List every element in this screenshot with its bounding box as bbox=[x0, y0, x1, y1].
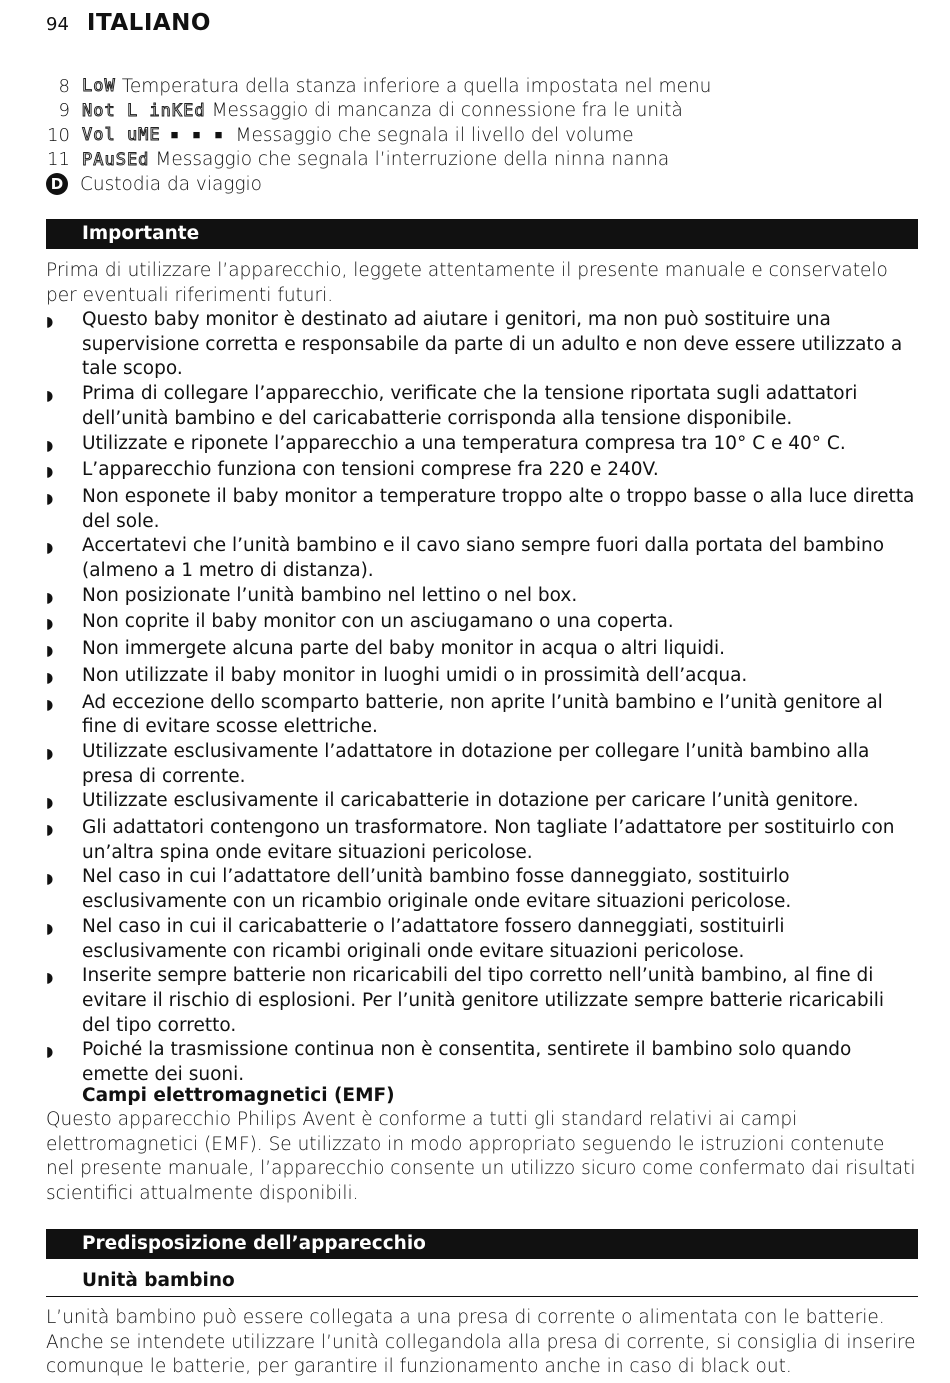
legend-text: Messaggio di mancanza di connessione fra le unità bbox=[211, 100, 683, 122]
lcd-text: LoW bbox=[82, 76, 116, 97]
bullet-item bbox=[46, 664, 918, 691]
bullet-marker-icon: ◗ bbox=[46, 920, 54, 937]
subsection-heading: Unità bambino bbox=[82, 1270, 235, 1291]
bullet-marker-icon: ◗ bbox=[46, 388, 54, 405]
bullet-item bbox=[46, 584, 918, 611]
bullet-text: Ad eccezione dello scomparto batterie, non aprite l’unità bambino e l’unità genitore al fine di evitare scosse elettriche. bbox=[82, 691, 883, 738]
page-number: 94 bbox=[46, 14, 69, 35]
bullet-text: Non posizionate l’unità bambino nel lettino o nel box. bbox=[82, 584, 578, 606]
bullet-text: Utilizzate esclusivamente l’adattatore in dotazione per collegare l’unità bambino alla presa di corrente. bbox=[82, 740, 870, 787]
bullet-marker-icon: ◗ bbox=[46, 589, 54, 606]
bullet-item bbox=[46, 485, 918, 534]
lcd-text: Vol uME bbox=[82, 125, 161, 146]
bullet-marker-icon: ◗ bbox=[46, 822, 54, 839]
bullet-item bbox=[46, 308, 918, 382]
legend-item bbox=[46, 148, 916, 173]
legend-item bbox=[46, 172, 916, 197]
legend-number: 10 bbox=[47, 124, 70, 146]
bullet-text: Nel caso in cui l’adattatore dell’unità bambino fosse danneggiato, sostituirlo esclusivamente con un ricambio originale onde evitare situazioni pericolose. bbox=[82, 866, 792, 913]
bullet-text: Non coprite il baby monitor con un asciugamano o una coperta. bbox=[82, 611, 674, 633]
bullet-text: Inserite sempre batterie non ricaricabili del tipo corretto nell’unità bambino, al fine di evitare il rischio di esplosioni. Per l’unità genitore utilizzate sempre batterie ricaricabili del tipo corretto. bbox=[82, 965, 885, 1036]
bullet-marker-icon: ◗ bbox=[46, 669, 54, 686]
bullet-item bbox=[46, 382, 918, 431]
bullet-item bbox=[46, 691, 918, 740]
intro-paragraph: Prima di utilizzare l’apparecchio, leggete attentamente il presente manuale e conservatelo per eventuali riferimenti futuri. bbox=[46, 260, 888, 306]
bullet-item bbox=[46, 789, 918, 816]
lcd-text: Not L inKEd bbox=[82, 100, 206, 121]
bullet-marker-icon: ◗ bbox=[46, 871, 54, 888]
bullet-text: Non esponete il baby monitor a temperature troppo alte o troppo basse o alla luce diretta del sole. bbox=[82, 485, 915, 532]
emf-heading: Campi elettromagnetici (EMF) bbox=[82, 1085, 395, 1106]
bullet-text: Utilizzate e riponete l’apparecchio a una temperatura compresa tra 10° C e 40° C. bbox=[82, 432, 846, 454]
section-heading-predisposizione: Predisposizione dell’apparecchio bbox=[46, 1229, 918, 1259]
page-header bbox=[46, 10, 211, 38]
bullet-text: Questo baby monitor è destinato ad aiutare i genitori, ma non può sostituire una supervisione corretta e responsabile da parte di un adulto e non deve essere utilizzato a tale scopo. bbox=[82, 309, 903, 380]
bullet-item bbox=[46, 458, 918, 485]
legend-number: 11 bbox=[47, 149, 70, 171]
bullet-item bbox=[46, 610, 918, 637]
bullet-marker-icon: ◗ bbox=[46, 745, 54, 762]
bullet-item bbox=[46, 534, 918, 583]
bullet-marker-icon: ◗ bbox=[46, 1044, 54, 1061]
bullet-item bbox=[46, 915, 918, 964]
legend-item bbox=[46, 123, 916, 148]
bullet-item bbox=[46, 637, 918, 664]
bullet-item bbox=[46, 1038, 918, 1087]
bullet-marker-icon: ◗ bbox=[46, 314, 54, 330]
legend-number: 8 bbox=[58, 75, 70, 97]
bullet-marker-icon: ◗ bbox=[46, 616, 54, 633]
letter-badge-icon: D bbox=[46, 173, 68, 195]
legend-text: Custodia da viaggio bbox=[80, 173, 263, 195]
safety-bullet-list bbox=[46, 308, 918, 1088]
bullet-item bbox=[46, 432, 918, 459]
bullet-marker-icon: ◗ bbox=[46, 970, 54, 987]
bullet-text: Prima di collegare l’apparecchio, verificate che la tensione riportata sugli adattatori dell’unità bambino e del caricabatterie corrisponda alla tensione disponibile. bbox=[82, 383, 858, 429]
legend-number: 9 bbox=[58, 100, 70, 122]
legend-list bbox=[46, 74, 916, 197]
bullet-text: Non immergete alcuna parte del baby monitor in acqua o altri liquidi. bbox=[82, 638, 725, 660]
bullet-item bbox=[46, 740, 918, 789]
emf-paragraph: Questo apparecchio Philips Avent è conforme a tutti gli standard relativi ai campi elettromagnetici (EMF). Se utilizzato in modo appropriato seguendo le istruzioni contenute nel presente manuale, l’apparecchio consente un utilizzo sicuro come confermato dai risultati scientifici attualmente disponibili. bbox=[46, 1109, 916, 1205]
bullet-text: L’apparecchio funziona con tensioni comprese fra 220 e 240V. bbox=[82, 459, 659, 481]
legend-item bbox=[46, 74, 916, 99]
bullet-marker-icon: ◗ bbox=[46, 464, 54, 481]
bullet-text: Utilizzate esclusivamente il caricabatterie in dotazione per caricare l’unità genitore. bbox=[82, 790, 859, 812]
bullet-marker-icon: ◗ bbox=[46, 643, 54, 660]
language-heading: ITALIANO bbox=[86, 10, 211, 36]
legend-item bbox=[46, 99, 916, 124]
bullet-text: Nel caso in cui il caricabatterie o l’adattatore fossero danneggiati, sostituirli esclusivamente con ricambi originali onde evitare situazioni pericolose. bbox=[82, 915, 785, 962]
bullet-text: Accertatevi che l’unità bambino e il cavo siano sempre fuori dalla portata del bambino (almeno a 1 metro di distanza). bbox=[82, 535, 885, 582]
section-heading-importante: Importante bbox=[46, 219, 918, 249]
bullet-text: Non utilizzate il baby monitor in luoghi umidi o in prossimità dell’acqua. bbox=[82, 664, 748, 686]
bullet-marker-icon: ◗ bbox=[46, 696, 54, 713]
legend-text: Messaggio che segnala il livello del volume bbox=[235, 124, 634, 146]
bullet-marker-icon: ◗ bbox=[46, 540, 54, 557]
bullet-text: Gli adattatori contengono un trasformatore. Non tagliate l’adattatore per sostituirlo con un’altra spina onde evitare situazioni pericolose. bbox=[82, 817, 895, 863]
legend-text: Messaggio che segnala l’interruzione della ninna nanna bbox=[155, 149, 670, 171]
volume-squares-icon: ■ ■ ■ bbox=[170, 128, 228, 144]
setup-paragraph: L’unità bambino può essere collegata a una presa di corrente o alimentata con le batterie. Anche se intendete utilizzare l’unità collegandola alla presa di corrente, si consiglia di inserire comunque le batterie, per garantire il funzionamento anche in caso di black out. bbox=[46, 1307, 916, 1378]
bullet-marker-icon: ◗ bbox=[46, 490, 54, 507]
bullet-marker-icon: ◗ bbox=[46, 437, 54, 454]
lcd-text: PAuSEd bbox=[82, 149, 150, 170]
divider bbox=[46, 1296, 918, 1297]
bullet-item bbox=[46, 816, 918, 865]
bullet-marker-icon: ◗ bbox=[46, 795, 54, 812]
bullet-item bbox=[46, 964, 918, 1038]
bullet-text: Poiché la trasmissione continua non è consentita, sentirete il bambino solo quando emette dei suoni. bbox=[82, 1039, 852, 1086]
bullet-item bbox=[46, 865, 918, 914]
legend-text: Temperatura della stanza inferiore a quella impostata nel menu bbox=[121, 75, 712, 97]
